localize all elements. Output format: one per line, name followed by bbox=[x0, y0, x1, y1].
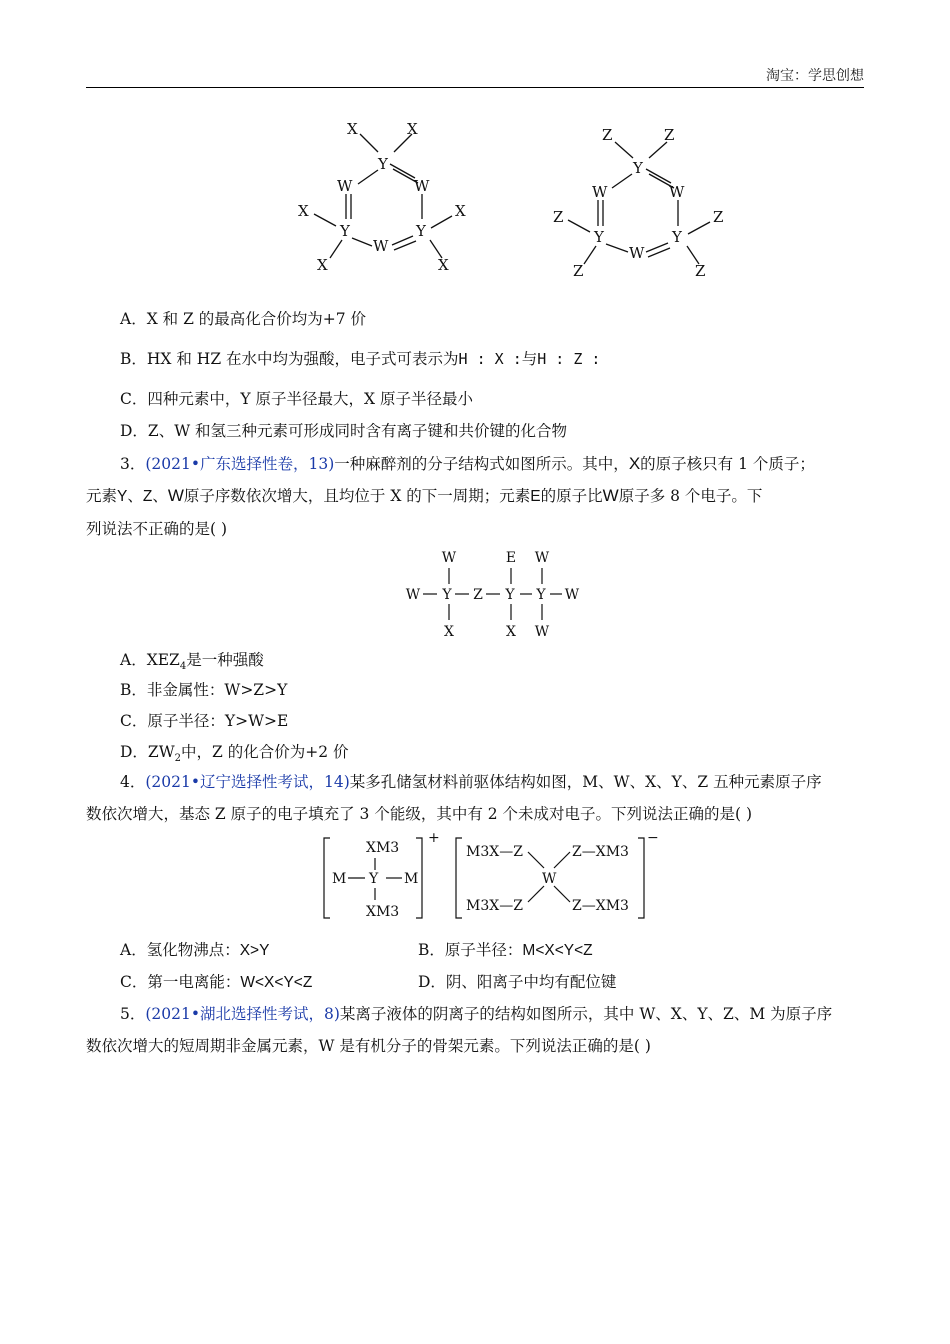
atom-x: X bbox=[317, 256, 328, 274]
q3-z: Z bbox=[142, 488, 153, 505]
anion-top-left: M3X—Z bbox=[466, 844, 523, 860]
q3-option-d: D．$ZW_2$中，Z 的化合价为+2 价 bbox=[120, 743, 349, 765]
atom-z: Z bbox=[695, 262, 706, 280]
cation-right: M bbox=[404, 871, 419, 887]
q2-option-d: D．Z、W 和氢三种元素可形成同时含有离子键和共价键的化合物 bbox=[120, 422, 568, 440]
q5-line1: 某离子液体的阴离子的结构如图所示，其中 W、X、Y、Z、M 为原子序 bbox=[339, 1005, 833, 1023]
q4-option-a: A．氢化物沸点：X>Y bbox=[120, 941, 270, 959]
q3-option-c: C．原子半径：Y>W>E bbox=[120, 712, 289, 730]
q4-number: 4． bbox=[120, 773, 146, 791]
atom-w: W bbox=[534, 624, 550, 640]
q3-option-a: A．$XEZ_4$是一种强酸 bbox=[120, 651, 264, 673]
atom-x: X bbox=[455, 202, 466, 220]
ring-molecule-x-labels bbox=[298, 120, 466, 274]
q3-y: Y bbox=[117, 488, 128, 505]
q3-option-b: B．非金属性：W>Z>Y bbox=[120, 681, 288, 699]
atom-x: X bbox=[298, 202, 309, 220]
q2-option-b-text: B．HX 和 HZ 在水中均为强酸，电子式可表示为 bbox=[120, 350, 459, 368]
q3-sep: 、 bbox=[127, 487, 143, 505]
q2-structure-figure bbox=[290, 112, 740, 282]
q4-option-c: C．第一电离能：W<X<Y<Z bbox=[120, 973, 313, 991]
anion-bottom-right: Z—XM3 bbox=[572, 898, 629, 914]
q4-structure-figure bbox=[318, 830, 663, 926]
cation-top: XM3 bbox=[366, 840, 400, 856]
q4-line1: 某多孔储氢材料前驱体结构如图，M、W、X、Y、Z 五种元素原子序 bbox=[349, 773, 822, 791]
q3-x: X bbox=[628, 454, 641, 473]
anion-charge: − bbox=[647, 830, 659, 846]
q2-option-b-join: 与 bbox=[521, 350, 538, 368]
atom-z: Z bbox=[573, 262, 584, 280]
q2-option-c: C．四种元素中，Y 原子半径最大，X 原子半径最小 bbox=[120, 390, 473, 408]
atom-y: Y bbox=[594, 228, 604, 246]
atom-w: W bbox=[629, 244, 645, 262]
atom-w: W bbox=[405, 587, 421, 603]
anion-bottom-left: M3X—Z bbox=[466, 898, 523, 914]
atom-w: W bbox=[592, 183, 608, 201]
q4-option-b: B．原子半径：M<X<Y<Z bbox=[418, 941, 593, 959]
atom-z: Z bbox=[602, 126, 613, 144]
atom-z: Z bbox=[473, 587, 483, 603]
q3-number: 3． bbox=[120, 455, 146, 473]
atom-y: Y bbox=[672, 228, 682, 246]
q2-option-a: A．X 和 Z 的最高化合价均为+7 价 bbox=[120, 310, 367, 328]
atom-y: Y bbox=[442, 587, 452, 603]
q4-stem bbox=[86, 766, 864, 830]
atom-y: Y bbox=[633, 159, 643, 177]
atom-z: Z bbox=[664, 126, 675, 144]
q3-line2a: 元素 bbox=[86, 487, 118, 505]
q3-w: W bbox=[167, 486, 184, 505]
atom-z: Z bbox=[553, 208, 564, 226]
atom-w: W bbox=[564, 587, 580, 603]
atom-w: W bbox=[373, 237, 389, 255]
ring-molecule-z-labels bbox=[553, 126, 723, 280]
atom-y: Y bbox=[536, 587, 546, 603]
atom-y: Y bbox=[505, 587, 515, 603]
atom-z: Z bbox=[713, 208, 724, 226]
q3-line1: 一种麻醉剂的分子结构式如图所示。其中， bbox=[334, 455, 629, 473]
q5-number: 5． bbox=[120, 1005, 146, 1023]
atom-e: E bbox=[505, 550, 517, 566]
atom-x: X bbox=[407, 120, 418, 138]
anion-top-right: Z—XM3 bbox=[572, 844, 629, 860]
q3-line2d: 原子多 8 个电子。下 bbox=[618, 487, 763, 505]
q5-line2: 数依次增大的短周期非金属元素，W 是有机分子的骨架元素。下列说法正确的是( ) bbox=[86, 1037, 651, 1055]
q5-source: (2021•湖北选择性考试，8) bbox=[145, 1005, 340, 1023]
atom-x: X bbox=[347, 120, 358, 138]
q3-line3: 列说法不正确的是( ) bbox=[86, 520, 228, 538]
atom-x: X bbox=[444, 624, 454, 640]
q3-stem bbox=[86, 448, 864, 545]
electron-formula-hz: H : Z : bbox=[537, 350, 601, 368]
atom-w: W bbox=[441, 550, 457, 566]
atom-x: X bbox=[438, 256, 449, 274]
header-rule bbox=[86, 87, 864, 88]
atom-w: W bbox=[669, 183, 685, 201]
header-brand: 淘宝：学思创想 bbox=[766, 68, 864, 84]
q4-option-d: D．阴、阳离子中均有配位键 bbox=[418, 973, 617, 991]
cation-center: Y bbox=[369, 871, 379, 887]
q3-e: E bbox=[530, 488, 541, 505]
q3-sep: 、 bbox=[152, 487, 168, 505]
atom-w: W bbox=[337, 177, 353, 195]
q4-line2: 数依次增大，基态 Z 原子的电子填充了 3 个能级，其中有 2 个未成对电子。下列说法正确的是( ) bbox=[86, 805, 753, 823]
atom-w: W bbox=[414, 177, 430, 195]
atom-w: W bbox=[534, 550, 550, 566]
cation-charge: + bbox=[428, 830, 440, 846]
atom-y: Y bbox=[340, 222, 350, 240]
anion-center: W bbox=[542, 871, 557, 887]
q3-source: (2021•广东选择性卷，13) bbox=[145, 455, 335, 473]
q3-line2c: 的原子比 bbox=[540, 487, 603, 505]
cation-left: M bbox=[332, 871, 347, 887]
q3-line2b: 原子序数依次增大，且均位于 X 的下一周期；元素 bbox=[183, 487, 531, 505]
q5-stem bbox=[86, 998, 864, 1062]
q3-line1-tail: 的原子核只有 1 个质子； bbox=[640, 455, 815, 473]
atom-y: Y bbox=[416, 222, 426, 240]
atom-y: Y bbox=[378, 155, 388, 173]
cation-bottom: XM3 bbox=[366, 904, 400, 920]
q2-option-b bbox=[120, 347, 600, 369]
q3-structure-figure bbox=[400, 548, 590, 642]
q3-w: W bbox=[602, 486, 619, 505]
atom-x: X bbox=[506, 624, 516, 640]
electron-formula-hx: H : X : bbox=[458, 350, 522, 368]
q4-source: (2021•辽宁选择性考试，14) bbox=[145, 773, 350, 791]
